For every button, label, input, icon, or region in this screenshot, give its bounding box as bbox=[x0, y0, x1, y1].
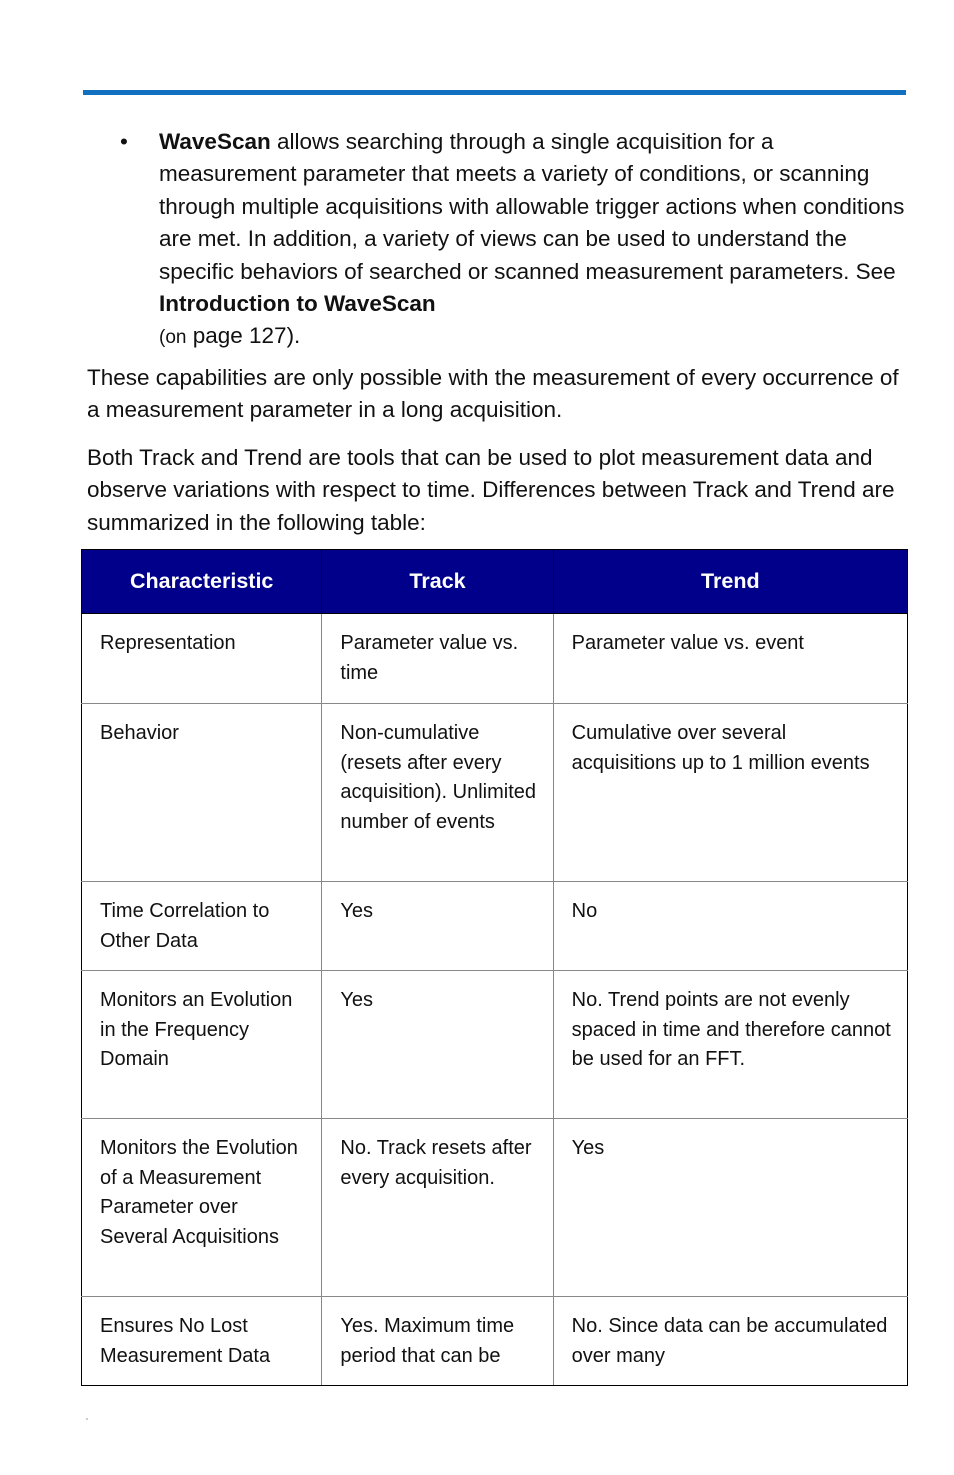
table-row bbox=[82, 882, 908, 971]
header-track: Track bbox=[322, 550, 553, 614]
cell-characteristic: Representation bbox=[82, 614, 322, 704]
cell-trend: No. Trend points are not evenly spaced in time and therefore cannot be used for an FFT. bbox=[553, 971, 907, 1119]
track-trend-paragraph: Both Track and Trend are tools that can be used to plot measurement data and observe variations with respect to time. Differences between Track and Trend are summarized in the following table: bbox=[87, 445, 895, 535]
cell-track: Non-cumulative (resets after every acquisition). Unlimited number of events bbox=[322, 704, 553, 882]
cell-trend: Parameter value vs. event bbox=[553, 614, 907, 704]
cell-track: Yes. Maximum time period that can be bbox=[322, 1297, 553, 1386]
table-row bbox=[82, 704, 908, 882]
cell-characteristic: Time Correlation to Other Data bbox=[82, 882, 322, 971]
page-ref: page 127). bbox=[186, 323, 301, 349]
bullet-body: allows searching through a single acquisition for a measurement parameter that meets a variety of conditions, or scanning through multiple acquisitions with allowable trigger actions when conditions are met. In addition, a variety of views can be used to understand the specific behaviors of searched or scanned measurement parameters. See bbox=[159, 129, 905, 284]
cell-characteristic: Monitors the Evolution of a Measurement Parameter over Several Acquisitions bbox=[82, 1119, 322, 1297]
cell-trend: Yes bbox=[553, 1119, 907, 1297]
track-trend-table bbox=[81, 549, 908, 1386]
cell-trend: No. Since data can be accumulated over many bbox=[553, 1297, 907, 1386]
wavescan-bullet bbox=[120, 126, 910, 355]
cell-characteristic: Ensures No Lost Measurement Data bbox=[82, 1297, 322, 1386]
bullet-text bbox=[159, 126, 910, 355]
wavescan-term: WaveScan bbox=[159, 129, 271, 154]
cell-track: Yes bbox=[322, 971, 553, 1119]
header-characteristic: Characteristic bbox=[82, 550, 322, 614]
header-rule bbox=[83, 90, 906, 95]
cell-trend: No bbox=[553, 882, 907, 971]
table-row bbox=[82, 1297, 908, 1386]
bullet-marker: • bbox=[120, 129, 128, 154]
table-header-row bbox=[82, 550, 908, 614]
cell-track: Yes bbox=[322, 882, 553, 971]
cell-track: No. Track resets after every acquisition. bbox=[322, 1119, 553, 1297]
wavescan-intro-link[interactable]: Introduction to WaveScan bbox=[159, 291, 436, 317]
cell-characteristic: Behavior bbox=[82, 704, 322, 882]
cell-track: Parameter value vs. time bbox=[322, 614, 553, 704]
header-trend: Trend bbox=[553, 550, 907, 614]
cell-trend: Cumulative over several acquisitions up to 1 million events bbox=[553, 704, 907, 882]
cell-characteristic: Monitors an Evolution in the Frequency Domain bbox=[82, 971, 322, 1119]
capabilities-paragraph: These capabilities are only possible with the measurement of every occurrence of a measurement parameter in a long acquisition. bbox=[87, 365, 899, 423]
page-ref-on: (on bbox=[159, 327, 187, 349]
footer-mark bbox=[86, 1418, 88, 1420]
table-row bbox=[82, 971, 908, 1119]
table-row bbox=[82, 1119, 908, 1297]
table-row bbox=[82, 614, 908, 704]
